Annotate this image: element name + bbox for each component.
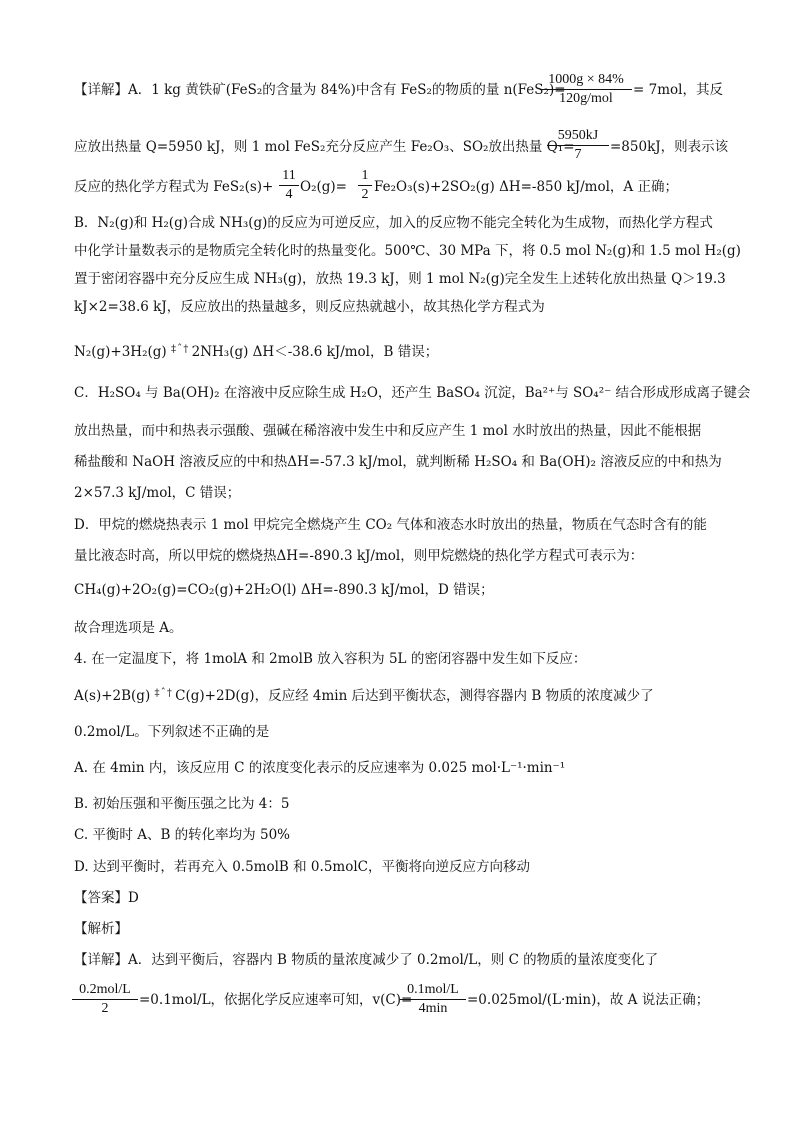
equation-part: A(s)+2B(g) — [74, 688, 151, 704]
paragraph-line: B．N₂(g)和 H₂(g)合成 NH₃(g)的反应为可逆反应，加入的反应物不能完全转化为生成物，而热化学方程式 — [74, 215, 713, 231]
analysis-label: 【解析】 — [74, 921, 128, 937]
option-c: C. 平衡时 A、B 的转化率均为 50% — [74, 827, 290, 843]
question-stem: 4. 在一定温度下，将 1molA 和 2molB 放入容积为 5L 的密闭容器中发生如下反应： — [74, 651, 587, 667]
equation-line: 反应的热化学方程式为 FeS₂(s)+ — [74, 179, 274, 195]
paragraph-line: C．H₂SO₄ 与 Ba(OH)₂ 在溶液中反应除生成 H₂O，还产生 BaSO₄ 沉淀，Ba²⁺与 SO₄²⁻ 结合形成形成离子键会 — [74, 385, 751, 401]
equation-line: Fe₂O₃(s)+2SO₂(g) ΔH=-850 kJ/mol，A 正确； — [374, 179, 678, 195]
paragraph-line: 量比液态时高，所以甲烷的燃烧热ΔH=-890.3 kJ/mol，则甲烷燃烧的热化学方程式可表示为： — [74, 548, 644, 564]
question-stem: 0.2mol/L。下列叙述不正确的是 — [74, 724, 270, 740]
paragraph-line: D．甲烷的燃烧热表示 1 mol 甲烷完全燃烧产生 CO₂ 气体和液态水时放出的热量，物质在气态时含有的能 — [74, 517, 707, 533]
paragraph-line: =0.1mol/L，依据化学反应速率可知，v(C)= — [139, 992, 413, 1008]
equation-line: CH₄(g)+2O₂(g)=CO₂(g)+2H₂O(l) ΔH=-890.3 kJ/mol，D 错误； — [74, 582, 494, 598]
fraction — [358, 167, 372, 204]
fraction — [547, 127, 609, 164]
paragraph-line: = 7mol，其反 — [633, 82, 723, 98]
equation-line — [74, 340, 438, 362]
fraction-denominator: 2 — [361, 187, 369, 202]
fraction — [540, 71, 632, 108]
fraction-numerator: 0.1mol/L — [400, 981, 466, 1000]
reversible-arrow-icon: ‡ ˆ † — [170, 344, 188, 355]
paragraph-line: 置于密闭容器中充分反应生成 NH₃(g)，放热 19.3 kJ，则 1 mol N₂(g)完全发生上述转化放出热量 Q＞19.3 — [74, 271, 726, 287]
fraction-denominator: 120g/mol — [559, 91, 613, 106]
paragraph-line: 【详解】A．1 kg 黄铁矿(FeS₂的含量为 84%)中含有 FeS₂的物质的量 n(FeS₂)= — [74, 82, 566, 98]
fraction-numerator: 1 — [358, 167, 372, 186]
fraction-numerator: 11 — [279, 167, 299, 186]
fraction-numerator: 1000g × 84% — [540, 71, 632, 90]
paragraph-line: 故合理选项是 A。 — [74, 620, 183, 636]
reversible-arrow-icon: ‡ ˆ † — [154, 688, 171, 699]
paragraph-line: 中化学计量数表示的是物质完全转化时的热量变化。500℃、30 MPa 下，将 0.5 mol N₂(g)和 1.5 mol H₂(g) — [74, 243, 741, 259]
paragraph-line: =850kJ，则表示该 — [610, 139, 729, 155]
equation-part: 2NH₃(g) ΔH＜-38.6 kJ/mol，B 错误； — [191, 344, 439, 360]
equation-part: C(g)+2D(g)，反应经 4min 后达到平衡状态，测得容器内 B 物质的浓度减少了 — [175, 688, 654, 704]
paragraph-line: 放出热量，而中和热表示强酸、强碱在稀溶液中发生中和反应产生 1 mol 水时放出的热量，因此不能根据 — [74, 423, 702, 439]
fraction-denominator: 2 — [101, 1001, 109, 1016]
fraction-numerator: 0.2mol/L — [72, 981, 138, 1000]
fraction — [279, 167, 299, 204]
paragraph-line: 稀盐酸和 NaOH 溶液反应的中和热ΔH=-57.3 kJ/mol，就判断稀 H₂SO₄ 和 Ba(OH)₂ 溶液反应的中和热为 — [74, 454, 722, 470]
equation-line: O₂(g)= — [300, 179, 347, 195]
equation-part: N₂(g)+3H₂(g) — [74, 344, 167, 360]
fraction-denominator: 7 — [574, 147, 582, 162]
option-a: A. 在 4min 内，该反应用 C 的浓度变化表示的反应速率为 0.025 mol·L⁻¹·min⁻¹ — [74, 760, 566, 776]
fraction-denominator: 4 — [285, 187, 293, 202]
equation-line — [74, 684, 654, 706]
fraction — [72, 981, 138, 1018]
paragraph-line: 应放出热量 Q=5950 kJ，则 1 mol FeS₂充分反应产生 Fe₂O₃、SO₂放出热量 Q₁= — [74, 139, 575, 155]
fraction-denominator: 4min — [418, 1001, 448, 1016]
option-d: D. 达到平衡时，若再充入 0.5molB 和 0.5molC，平衡将向逆反应方向移动 — [74, 859, 530, 875]
answer-label: 【答案】D — [74, 890, 139, 906]
paragraph-line: 【详解】A．达到平衡后，容器内 B 物质的量浓度减少了 0.2mol/L，则 C 的物质的量浓度变化了 — [74, 952, 659, 968]
paragraph-line: =0.025mol/(L·min)，故 A 说法正确； — [467, 992, 710, 1008]
fraction-numerator: 5950kJ — [547, 127, 609, 146]
fraction — [400, 981, 466, 1018]
option-b: B. 初始压强和平衡压强之比为 4：5 — [74, 796, 290, 812]
paragraph-line: 2×57.3 kJ/mol，C 错误； — [74, 485, 241, 501]
paragraph-line: kJ×2=38.6 kJ，反应放出的热量越多，则反应热就越小，故其热化学方程式为 — [74, 299, 545, 315]
